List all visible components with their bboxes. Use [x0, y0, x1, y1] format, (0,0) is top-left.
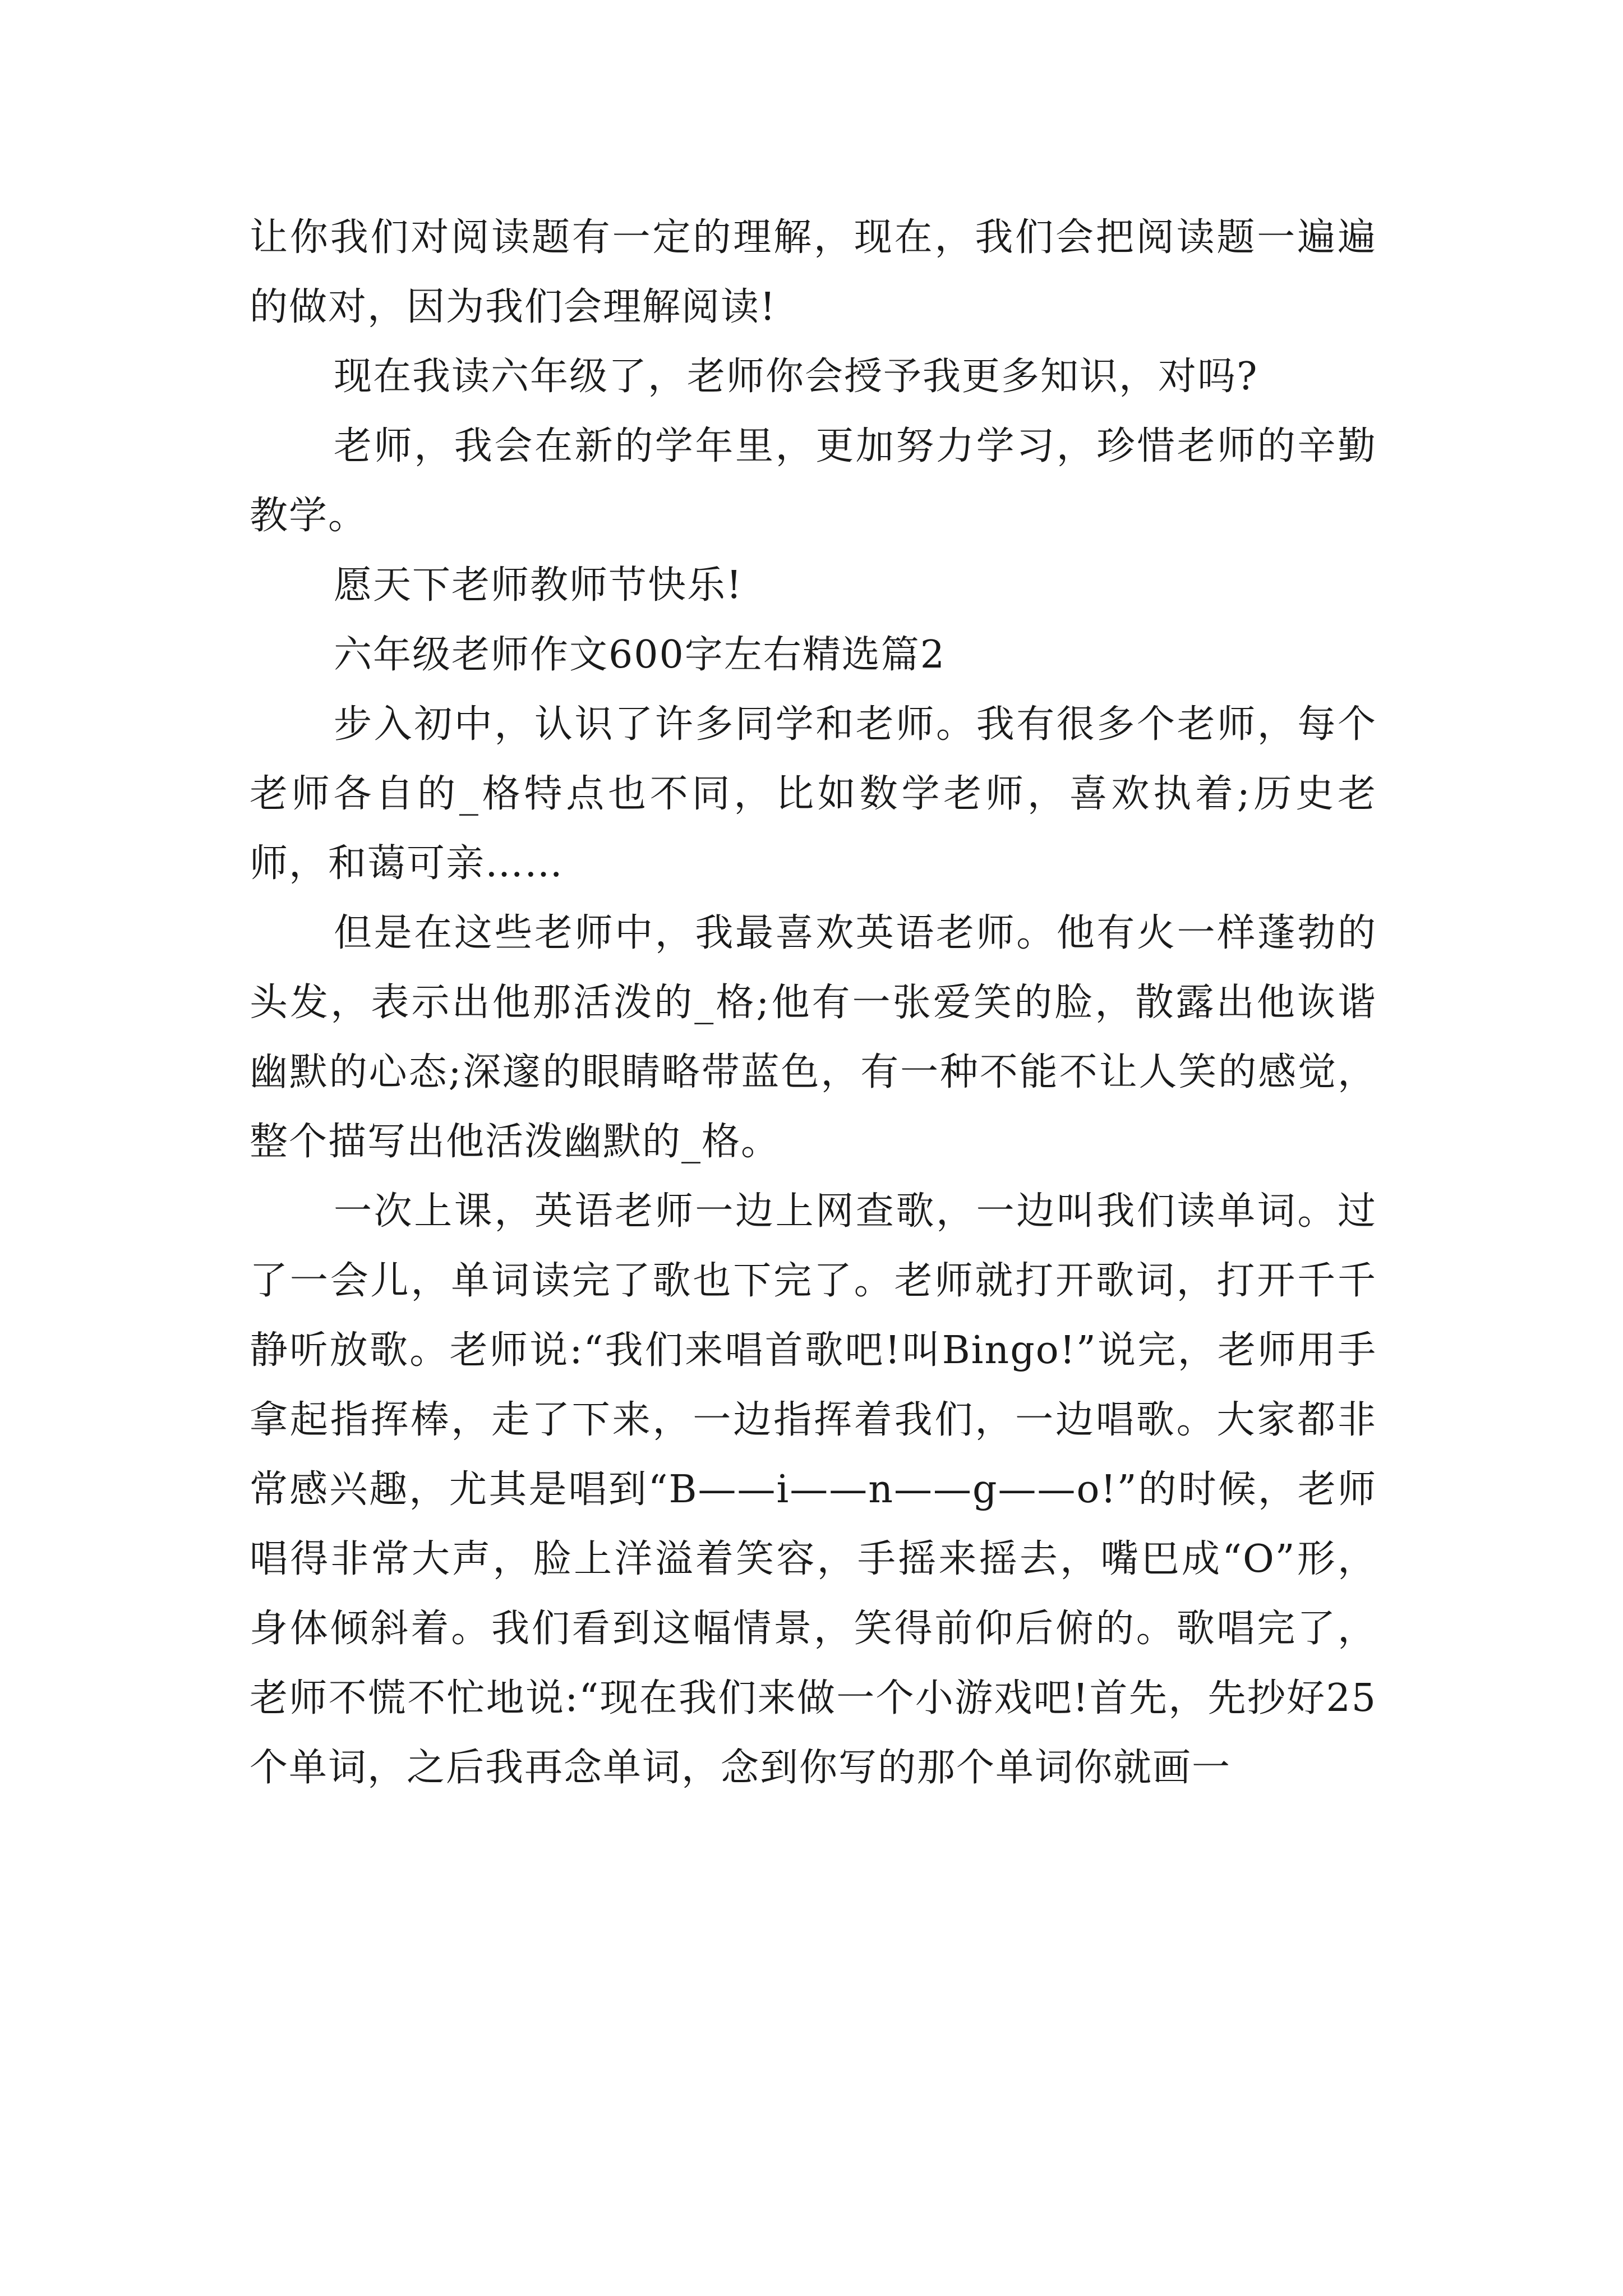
paragraph-6: 但是在这些老师中，我最喜欢英语老师。他有火一样蓬勃的头发，表示出他那活泼的_格;他有一张爱笑的脸，散露出他诙谐幽默的心态;深邃的眼睛略带蓝色，有一种不能不让人笑的感觉，整个描写出他活泼幽默的_格。 [250, 911, 1377, 1164]
paragraph-1: 让你我们对阅读题有一定的理解，现在，我们会把阅读题一遍遍的做对，因为我们会理解阅读! [250, 215, 1377, 329]
paragraph-7: 一次上课，英语老师一边上网查歌，一边叫我们读单词。过了一会儿，单词读完了歌也下完了。老师就打开歌词，打开千千静听放歌。老师说:“我们来唱首歌吧!叫Bingo!”说完，老师用手拿起指挥棒，走了下来，一边指挥着我们，一边唱歌。大家都非常感兴趣，尤其是唱到“B——i——n——g——o!”的时候，老师唱得非常大声，脸上洋溢着笑容，手摇来摇去，嘴巴成“O”形，身体倾斜着。我们看到这幅情景，笑得前仰后俯的。歌唱完了，老师不慌不忙地说:“现在我们来做一个小游戏吧!首先，先抄好25个单词，之后我再念单词，念到你写的那个单词你就画一 [250, 1189, 1377, 1790]
paragraph-5: 步入初中，认识了许多同学和老师。我有很多个老师，每个老师各自的_格特点也不同，比如数学老师，喜欢执着;历史老师，和蔼可亲…… [250, 702, 1377, 886]
paragraph-2: 现在我读六年级了，老师你会授予我更多知识，对吗? [334, 355, 1258, 399]
section-heading: 六年级老师作文600字左右精选篇2 [334, 633, 946, 677]
paragraph-4: 愿天下老师教师节快乐! [334, 563, 743, 608]
paragraph-3: 老师，我会在新的学年里，更加努力学习，珍惜老师的辛勤教学。 [250, 424, 1377, 538]
document-body [250, 203, 1377, 1803]
